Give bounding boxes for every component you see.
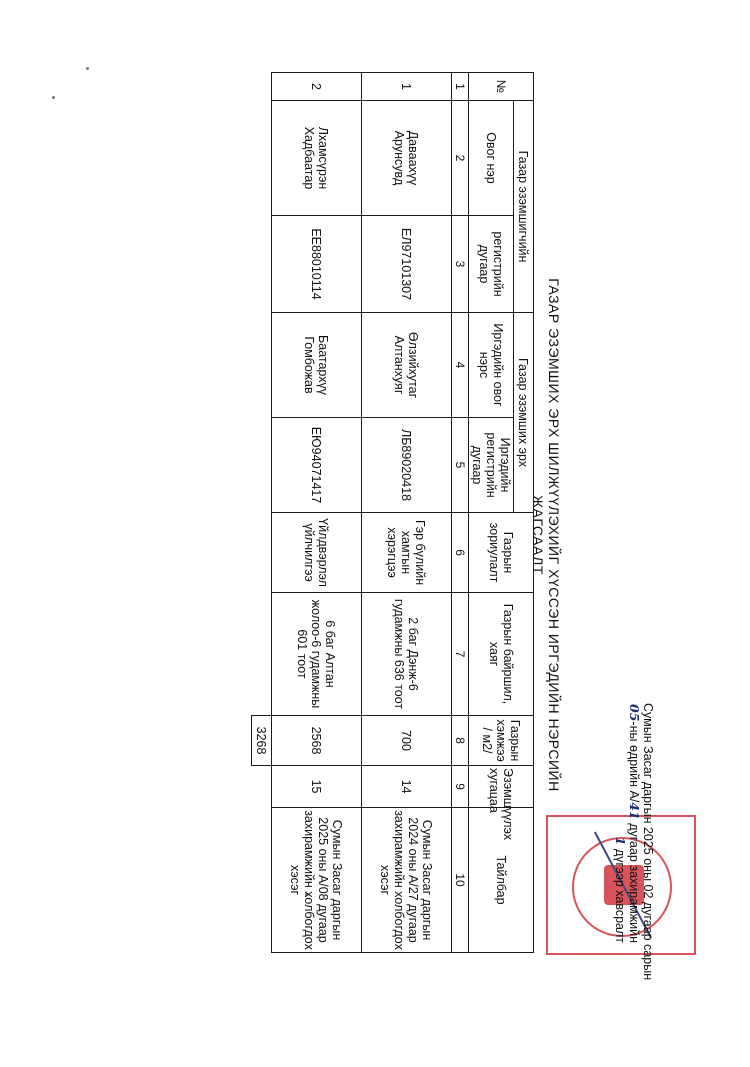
approval-line-3 <box>613 703 627 943</box>
header-duration: Эзэмшүүлэх хугацаа <box>469 766 534 808</box>
row-note: Сумын Засаг даргын 2025 оны А/08 дугаар захирамжийн холбогдох хэсэг <box>272 808 362 953</box>
row-area: 700 <box>362 716 452 766</box>
row-register: ЕЕ88010114 <box>272 216 362 313</box>
header-area: Газрын хэмжээ / м2/ <box>469 716 534 766</box>
total-spacer-right <box>252 766 272 953</box>
approval-order-number: 41 <box>627 802 642 820</box>
approval-note <box>613 703 655 981</box>
column-number: 4 <box>452 313 469 418</box>
row-name: Лхамсүрэн Хадбаатар <box>272 101 362 216</box>
row-duration: 15 <box>272 766 362 808</box>
approval-order-text: дугаар захирамжийн <box>627 823 641 943</box>
table-row <box>362 73 452 953</box>
row-citizen-register: ЛБ89020418 <box>362 418 452 513</box>
header-register: регистрийн дугаар <box>469 216 514 313</box>
column-number: 8 <box>452 716 469 766</box>
row-citizen-register: ЕЮ94071417 <box>272 418 362 513</box>
column-number: 9 <box>452 766 469 808</box>
appendix-text: дүгээр хавсралт <box>613 848 627 943</box>
column-number-row <box>452 73 469 953</box>
document-title: ГАЗАР ЭЗЭМШИХ ЭРХ ШИЛЖҮҮЛЭХИЙГ ХҮССЭН ИРГЭДИЙН НЭРСИЙН ЖАГСААЛТ <box>530 278 562 792</box>
row-purpose: Үйлдвэрлэл үйлчилгээ <box>272 513 362 593</box>
header-name: Овог нэр <box>469 101 514 216</box>
table-row <box>272 73 362 953</box>
column-number: 2 <box>452 101 469 216</box>
approval-line-2 <box>627 703 641 943</box>
column-number: 5 <box>452 418 469 513</box>
column-number: 1 <box>452 73 469 101</box>
land-rights-table <box>251 72 534 953</box>
appendix-number: 1 <box>613 836 628 846</box>
row-register: ЕЛ97101307 <box>362 216 452 313</box>
header-purpose: Газрын зориулалт <box>469 513 534 593</box>
approval-date-text: -ны өдрийн А/ <box>627 721 641 803</box>
row-citizen-name: Баатархүү Гомбожав <box>272 313 362 418</box>
column-number: 10 <box>452 808 469 953</box>
header-group-right: Газар эзэмших эрх <box>514 313 534 513</box>
row-purpose: Гэр бүлийн хамтын хэрэгцээ <box>362 513 452 593</box>
row-area: 2568 <box>272 716 362 766</box>
header-note: Тайлбар <box>469 808 534 953</box>
row-location: 2 баг Дэнж-6 гудамжны 636 тоот <box>362 593 452 716</box>
header-citizen-register: Иргэдийн регистрийн дугаар <box>469 418 514 513</box>
row-note: Сумын Засаг даргын 2024 оны А/27 дугаар захирамжийн холбогдох хэсэг <box>362 808 452 953</box>
total-spacer <box>252 73 272 716</box>
row-no: 1 <box>362 73 452 101</box>
column-number: 7 <box>452 593 469 716</box>
header-no: № <box>469 73 534 101</box>
approval-line-1: Сумын Засаг даргын 2025 оны 02 дугаар сарын <box>641 703 655 981</box>
header-group-owner: Газар эзэмшигчийн <box>514 101 534 313</box>
column-number: 6 <box>452 513 469 593</box>
row-citizen-name: Өлзийхутаг Алтанхуяг <box>362 313 452 418</box>
row-location: 6 баг Алтан жолоо-6 гудамжны 601 тоот <box>272 593 362 716</box>
total-area: 3268 <box>252 716 272 766</box>
total-row <box>252 73 272 953</box>
header-citizen-name: Иргэдийн овог нэрс <box>469 313 514 418</box>
row-name: Даваахүү Арунсувд <box>362 101 452 216</box>
header-location: Газрын байршил, хаяг <box>469 593 534 716</box>
approval-day: 05 <box>627 704 642 722</box>
row-no: 2 <box>272 73 362 101</box>
row-duration: 14 <box>362 766 452 808</box>
column-number: 3 <box>452 216 469 313</box>
